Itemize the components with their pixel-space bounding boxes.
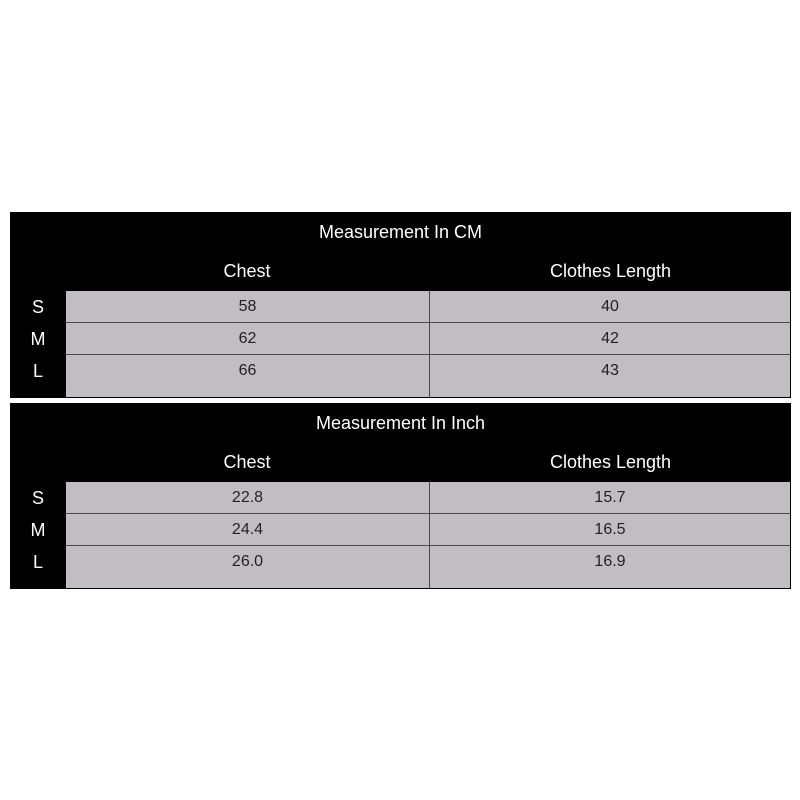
- chest-cell: 58: [66, 291, 430, 322]
- table-row: [66, 514, 790, 546]
- column-header-chest: Chest: [223, 452, 271, 472]
- chest-cell: 22.8: [66, 482, 430, 513]
- size-chart-inch-table: [10, 403, 791, 589]
- size-label-m: M: [30, 329, 46, 349]
- size-label-s: S: [31, 297, 44, 317]
- clothes-length-cell: 16.5: [594, 521, 626, 538]
- table-title: Measurement In Inch: [315, 413, 486, 433]
- table-row: [66, 291, 790, 323]
- data-grid: [66, 482, 790, 588]
- chest-cell: 62: [66, 323, 430, 354]
- chest-cell: 24.4: [66, 514, 430, 545]
- size-label-s: S: [31, 488, 44, 508]
- chest-cell: 26.0: [66, 546, 430, 588]
- data-grid: [66, 291, 790, 397]
- size-label-m: M: [30, 520, 46, 540]
- table-row: [66, 355, 790, 386]
- table-title: Measurement In CM: [318, 222, 483, 242]
- clothes-length-cell: 16.9: [594, 553, 626, 570]
- chest-cell: 66: [66, 355, 430, 397]
- clothes-length-cell: 40: [601, 298, 619, 315]
- clothes-length-cell: 15.7: [594, 489, 626, 506]
- table-row: [66, 323, 790, 355]
- size-label-l: L: [32, 361, 43, 381]
- clothes-length-cell: 42: [601, 330, 619, 347]
- table-row: [66, 482, 790, 514]
- column-header-clothes-length: Clothes Length: [549, 452, 672, 472]
- clothes-length-cell: 43: [601, 362, 619, 379]
- column-header-clothes-length: Clothes Length: [549, 261, 672, 281]
- table-row: [66, 546, 790, 577]
- size-label-l: L: [32, 552, 43, 572]
- column-header-chest: Chest: [223, 261, 271, 281]
- size-chart-cm-table: [10, 212, 791, 398]
